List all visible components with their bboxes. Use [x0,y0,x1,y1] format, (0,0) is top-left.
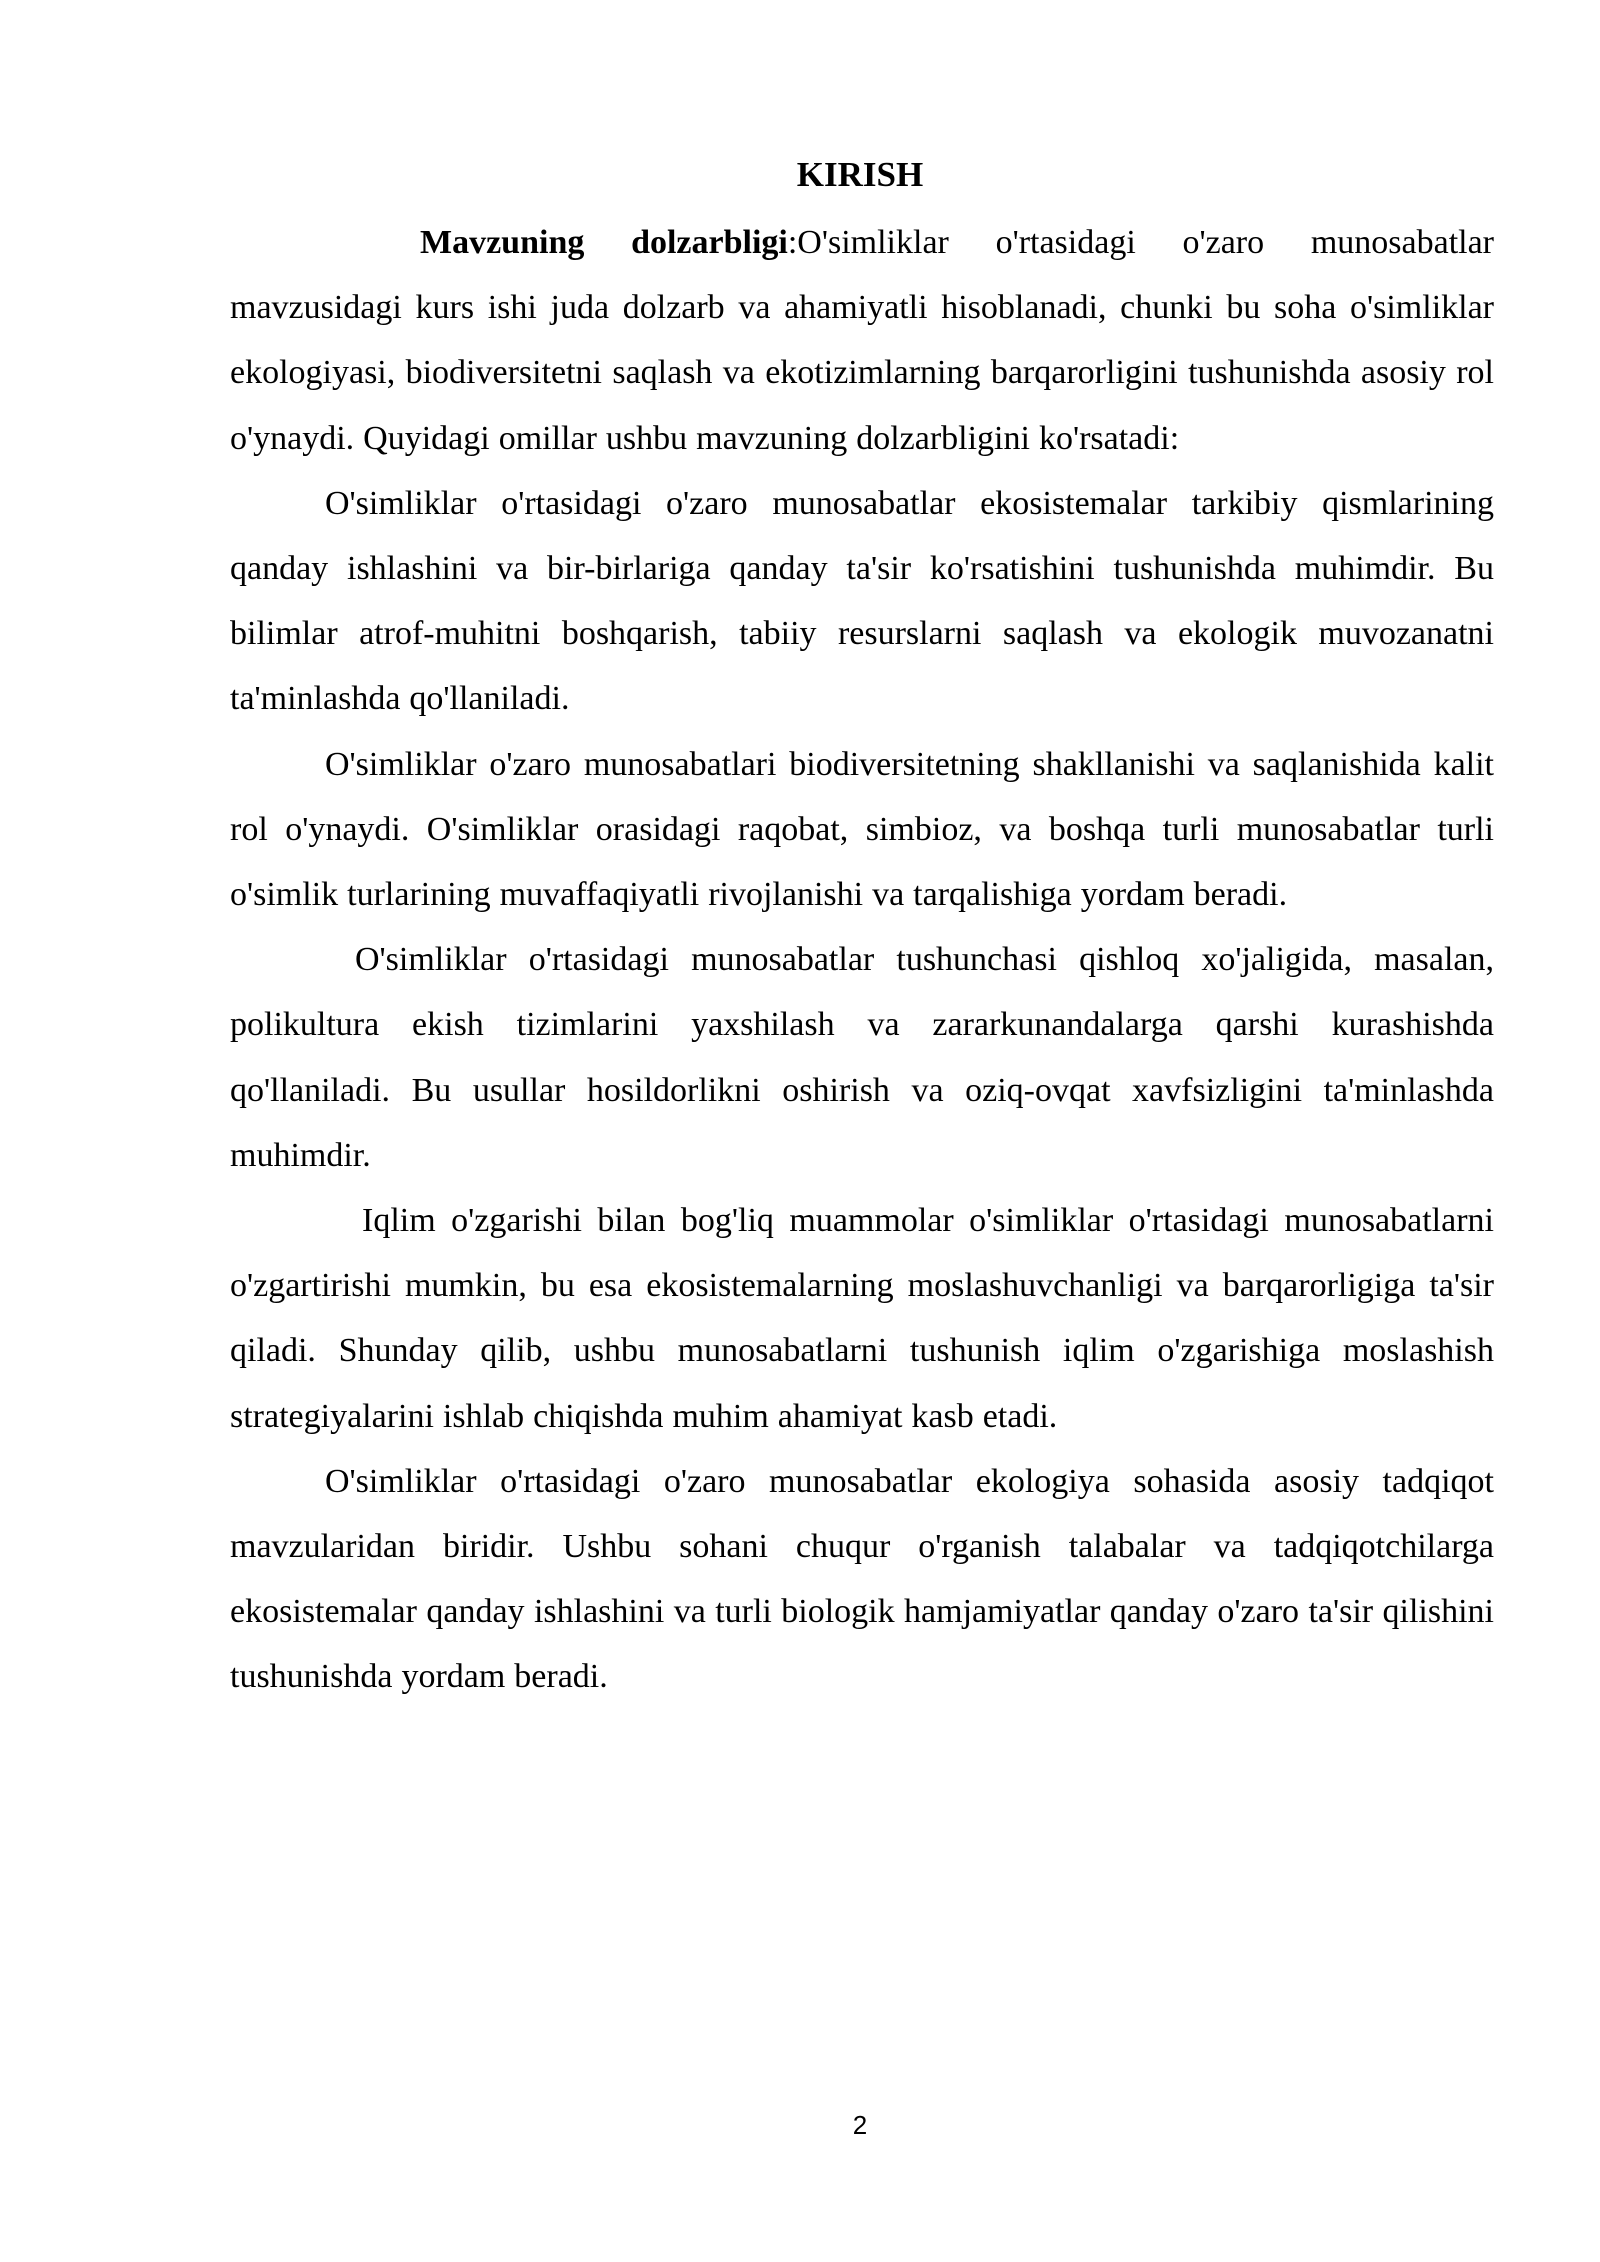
section-title: KIRISH [796,155,924,194]
paragraph-relevance [230,210,1494,471]
document-body [230,210,1494,1710]
paragraph-biodiversity: O'simliklar o'zaro munosabatlari biodiversitetning shakllanishi va saqlanishida kalit rol o'ynaydi. O'simliklar orasidagi raqobat, simbioz, va boshqa turli munosabatlar turli o'simlik turlarining muvaffaqiyatli rivojlanishi va tarqalishiga yordam beradi. [230,745,1494,914]
paragraph-lead-heading: Mavzuning dolzarbligi [420,224,788,261]
paragraph-text: :O'simliklar o'rtasidagi o'zaro munosabatlar mavzusidagi kurs ishi juda dolzarb va ahamiyatli hisoblanadi, chunki bu soha o'simliklar ekologiyasi, biodiversitetni saqlash va ekotizimlarning barqarorligini tushunishda asosiy rol o'ynaydi. Quyidagi omillar ushbu mavzuning dolzarbligini ko'rsatadi: [230,224,1495,457]
page-number: 2 [852,2110,868,2140]
paragraph-ecosystems: O'simliklar o'rtasidagi o'zaro munosabatlar ekosistemalar tarkibiy qismlarining qanday ishlashini va bir-birlariga qanday ta'sir ko'rsatishini tushunishda muhimdir. Bu bilimlar atrof-muhitni boshqarish, tabiiy resurslarni saqlash va ekologik muvozanatni ta'minlashda qo'llaniladi. [230,484,1494,718]
paragraph-research: O'simliklar o'rtasidagi o'zaro munosabatlar ekologiya sohasida asosiy tadqiqot mavzularidan biridir. Ushbu sohani chuqur o'rganish talabalar va tadqiqotchilarga ekosistemalar qanday ishlashini va turli biologik hamjamiyatlar qanday o'zaro ta'sir qilishini tushunishda yordam beradi. [230,1462,1494,1696]
paragraph-agriculture: O'simliklar o'rtasidagi munosabatlar tushunchasi qishloq xo'jaligida, masalan, polikultura ekish tizimlarini yaxshilash va zararkunandalarga qarshi kurashishda qo'llaniladi. Bu usullar hosildorlikni oshirish va oziq-ovqat xavfsizligini ta'minlashda muhimdir. [230,941,1494,1174]
paragraph-climate: Iqlim o'zgarishi bilan bog'liq muammolar o'simliklar o'rtasidagi munosabatlarni o'zgartirishi mumkin, bu esa ekosistemalarning moslashuvchanligi va barqarorligiga ta'sir qiladi. Shunday qilib, ushbu munosabatlarni tushunish iqlim o'zgarishiga moslashish strategiyalarini ishlab chiqishda muhim ahamiyat kasb etadi. [230,1202,1494,1435]
